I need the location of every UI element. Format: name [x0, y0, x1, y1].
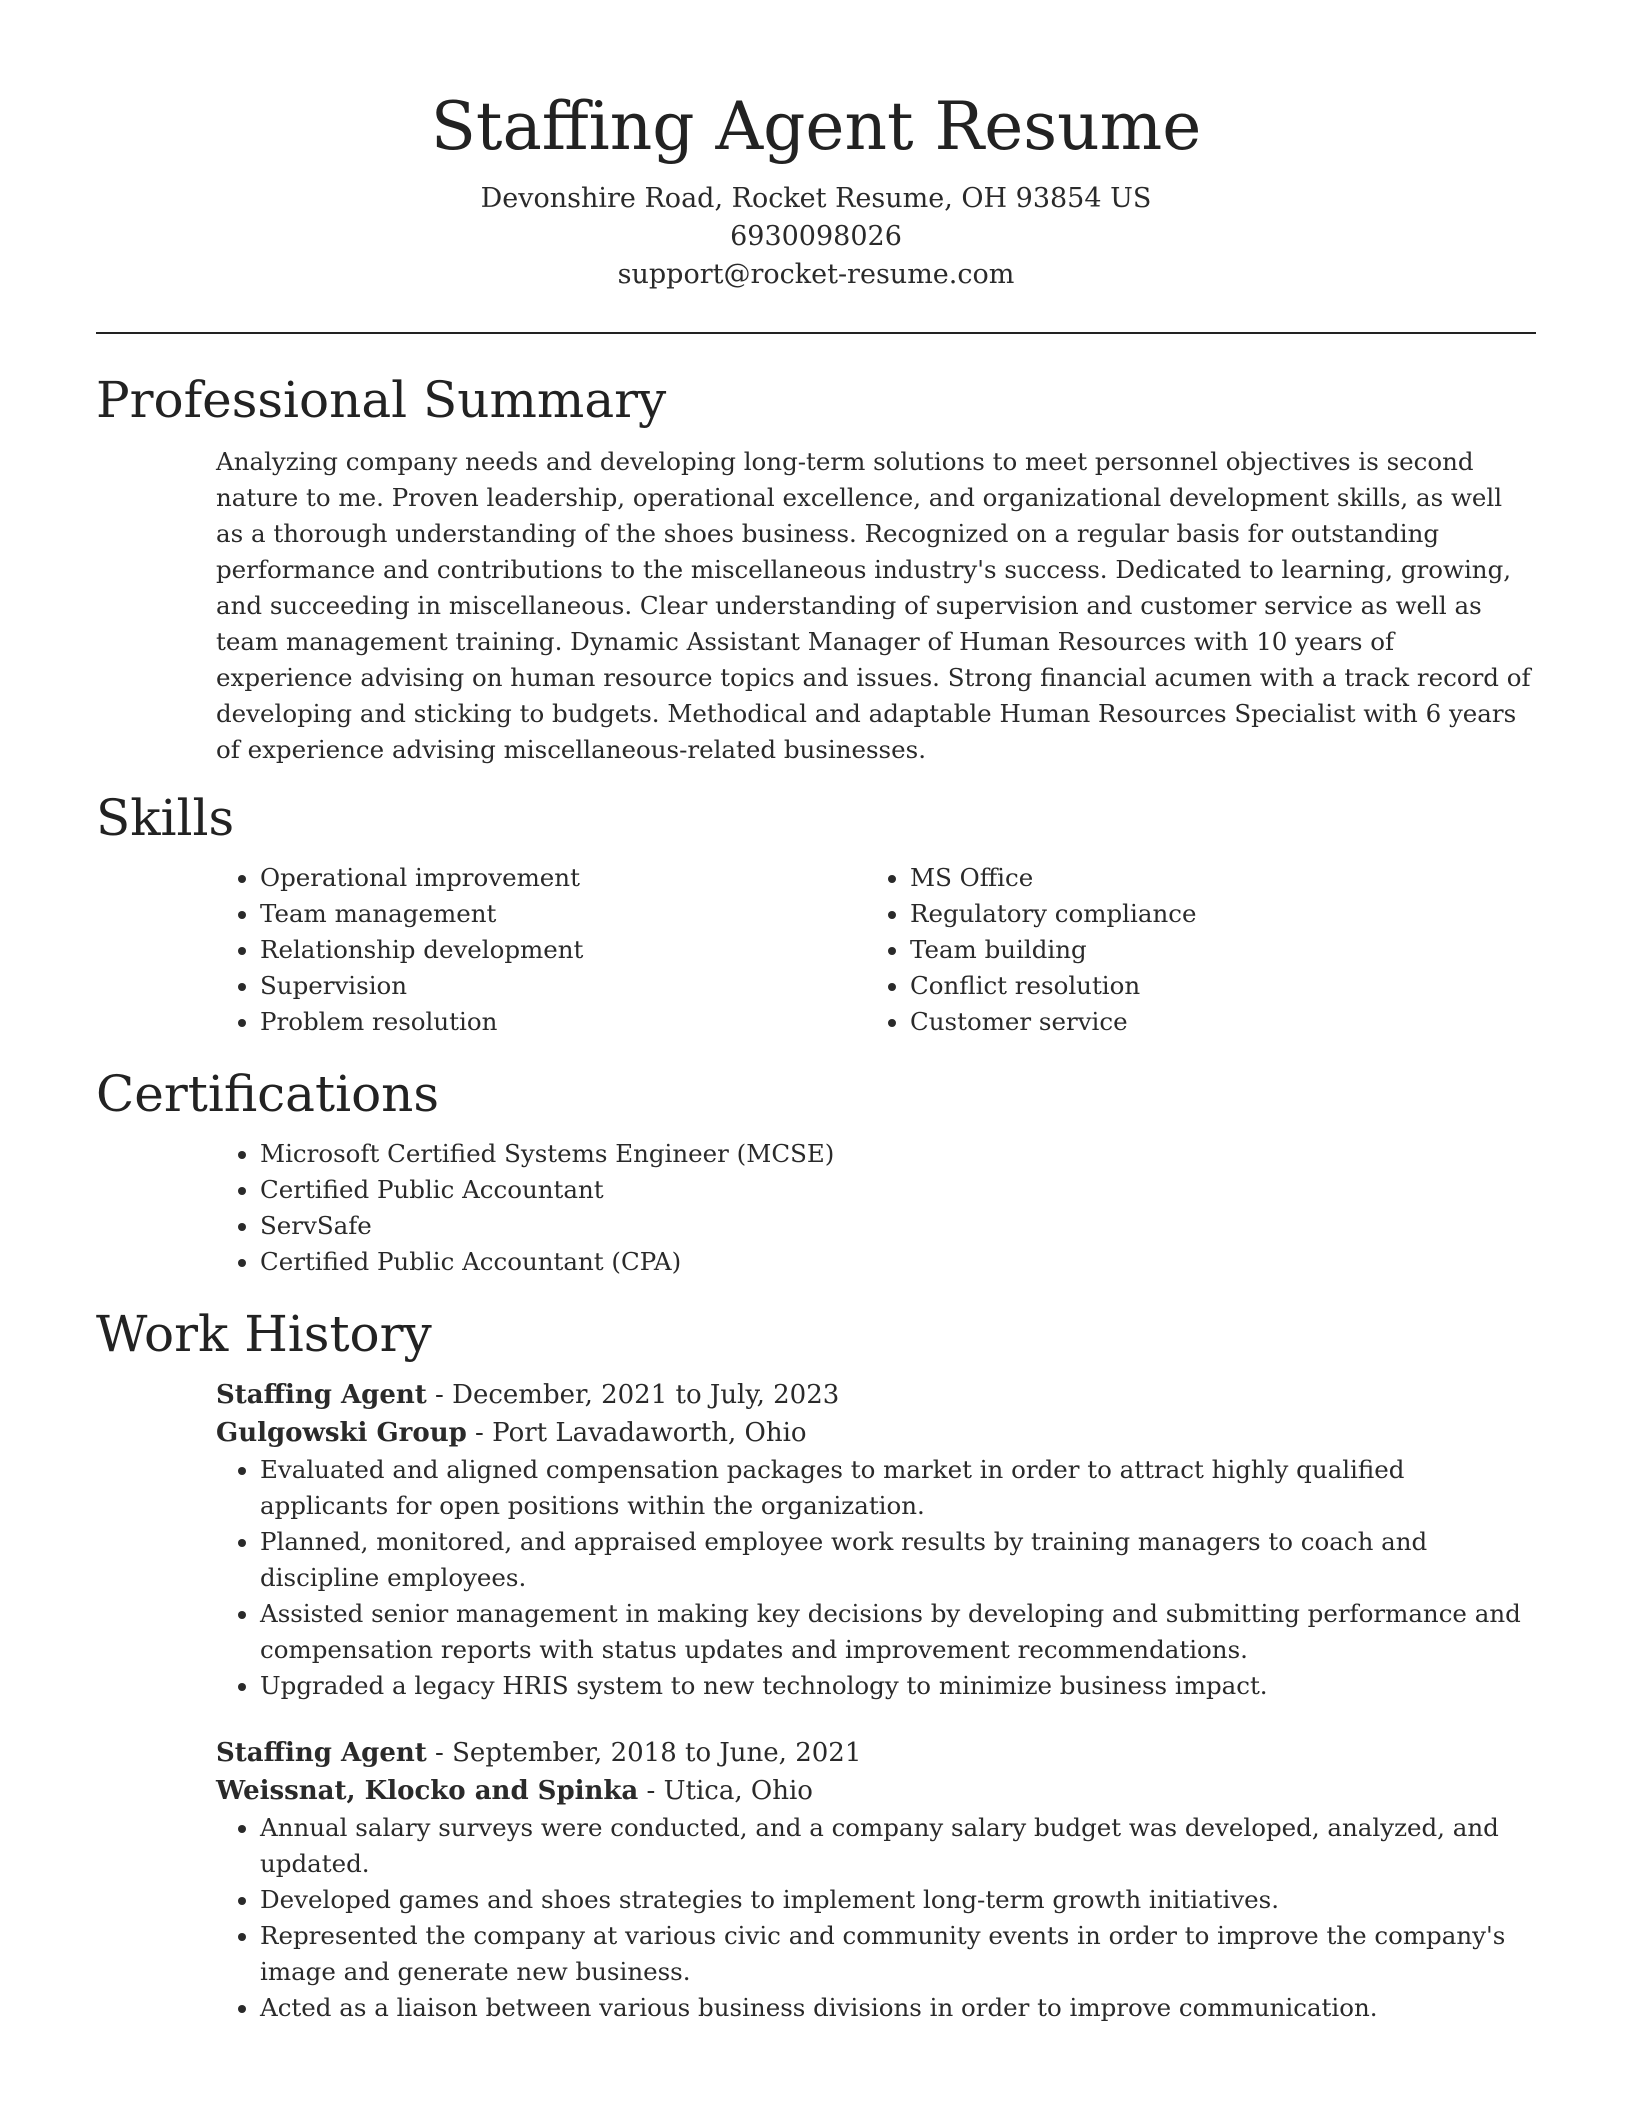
job-location: Port Lavadaworth, Ohio	[492, 1418, 807, 1448]
job-company-line	[216, 1772, 1536, 1810]
job-company-line	[216, 1414, 1536, 1452]
skills-columns	[216, 860, 1536, 1040]
summary-body	[216, 444, 1536, 768]
job-duty-item: • Planned, monitored, and appraised employee work results by training managers to coach and discipline employees.	[260, 1524, 1536, 1596]
contact-email: support@rocket-resume.com	[617, 259, 1015, 290]
skill-item: • Team building	[910, 932, 1516, 968]
work-history-heading: Work History	[96, 1305, 432, 1363]
job-separator: -	[466, 1418, 493, 1448]
job-duty-item: • Assisted senior management in making key decisions by developing and submitting performance and compensation reports with status updates and improvement recommendations.	[260, 1596, 1536, 1668]
job-entry	[216, 1734, 1536, 2026]
job-role: Staffing Agent	[216, 1738, 427, 1768]
job-role: Staffing Agent	[216, 1380, 427, 1410]
contact-address: Devonshire Road, Rocket Resume, OH 93854 US	[480, 183, 1152, 214]
skill-item: • Relationship development	[260, 932, 866, 968]
skill-item: • Team management	[260, 896, 866, 932]
job-duty-item: • Represented the company at various civic and community events in order to improve the company's image and generate new business.	[260, 1918, 1536, 1990]
job-duty-item: • Annual salary surveys were conducted, and a company salary budget was developed, analyzed, and updated.	[260, 1810, 1536, 1882]
skills-column-left	[216, 860, 866, 1040]
certifications-section	[96, 1062, 1536, 1280]
skills-column-right	[866, 860, 1516, 1040]
header-divider	[96, 332, 1536, 334]
job-entry	[216, 1376, 1536, 1704]
job-duties-list	[216, 1810, 1536, 2026]
skill-item: • Conflict resolution	[910, 968, 1516, 1004]
skill-item: • Operational improvement	[260, 860, 866, 896]
certification-item: • Microsoft Certified Systems Engineer (MCSE)	[260, 1136, 1536, 1172]
job-dates: September, 2018 to June, 2021	[452, 1738, 862, 1768]
contact-phone: 6930098026	[730, 221, 902, 252]
summary-text: Analyzing company needs and developing long-term solutions to meet personnel objectives is second nature to me. Proven leadership, operational excellence, and organizational development skills, as well as a thorough understanding of the shoes business. Recognized on a regular basis for outstanding performance and contributions to the miscellaneous industry's success. Dedicated to learning, growing, and succeeding in miscellaneous. Clear understanding of supervision and customer service as well as team management training. Dynamic Assistant Manager of Human Resources with 10 years of experience advising on human resource topics and issues. Strong financial acumen with a track record of developing and sticking to budgets. Methodical and adaptable Human Resources Specialist with 6 years of experience advising miscellaneous-related businesses.	[216, 447, 1531, 764]
summary-heading: Professional Summary	[96, 371, 667, 429]
certifications-body	[216, 1136, 1536, 1280]
certification-item: • Certified Public Accountant	[260, 1172, 1536, 1208]
job-dates: December, 2021 to July, 2023	[452, 1380, 840, 1410]
contact-info	[96, 180, 1536, 294]
skill-item: • Supervision	[260, 968, 866, 1004]
job-duty-item: • Acted as a liaison between various business divisions in order to improve communication.	[260, 1990, 1536, 2026]
certification-item: • ServSafe	[260, 1208, 1536, 1244]
resume-title: Staffing Agent Resume	[430, 88, 1202, 165]
job-duties-list	[216, 1452, 1536, 1704]
skill-item: • Customer service	[910, 1004, 1516, 1040]
certifications-list	[216, 1136, 1536, 1280]
certification-item: • Certified Public Accountant (CPA)	[260, 1244, 1536, 1280]
resume-page	[96, 0, 1536, 2026]
job-location: Utica, Ohio	[663, 1776, 813, 1806]
summary-section	[96, 368, 1536, 768]
job-title-line	[216, 1734, 1536, 1772]
skill-item: • Regulatory compliance	[910, 896, 1516, 932]
certifications-heading: Certifications	[96, 1065, 440, 1123]
skills-section	[96, 786, 1536, 1040]
job-separator: -	[426, 1380, 453, 1410]
skills-list-left	[216, 860, 866, 1040]
work-history-section	[96, 1302, 1536, 2026]
job-separator: -	[638, 1776, 664, 1806]
job-duty-item: • Upgraded a legacy HRIS system to new technology to minimize business impact.	[260, 1668, 1536, 1704]
job-title-line	[216, 1376, 1536, 1414]
skills-list-right	[866, 860, 1516, 1040]
job-company: Gulgowski Group	[216, 1418, 467, 1448]
job-separator: -	[426, 1738, 453, 1768]
skills-heading: Skills	[96, 789, 235, 847]
job-duty-item: • Evaluated and aligned compensation packages to market in order to attract highly qualified applicants for open positions within the organization.	[260, 1452, 1536, 1524]
skill-item: • MS Office	[910, 860, 1516, 896]
resume-header	[96, 0, 1536, 294]
job-company: Weissnat, Klocko and Spinka	[216, 1776, 639, 1806]
skill-item: • Problem resolution	[260, 1004, 866, 1040]
job-duty-item: • Developed games and shoes strategies to implement long-term growth initiatives.	[260, 1882, 1536, 1918]
